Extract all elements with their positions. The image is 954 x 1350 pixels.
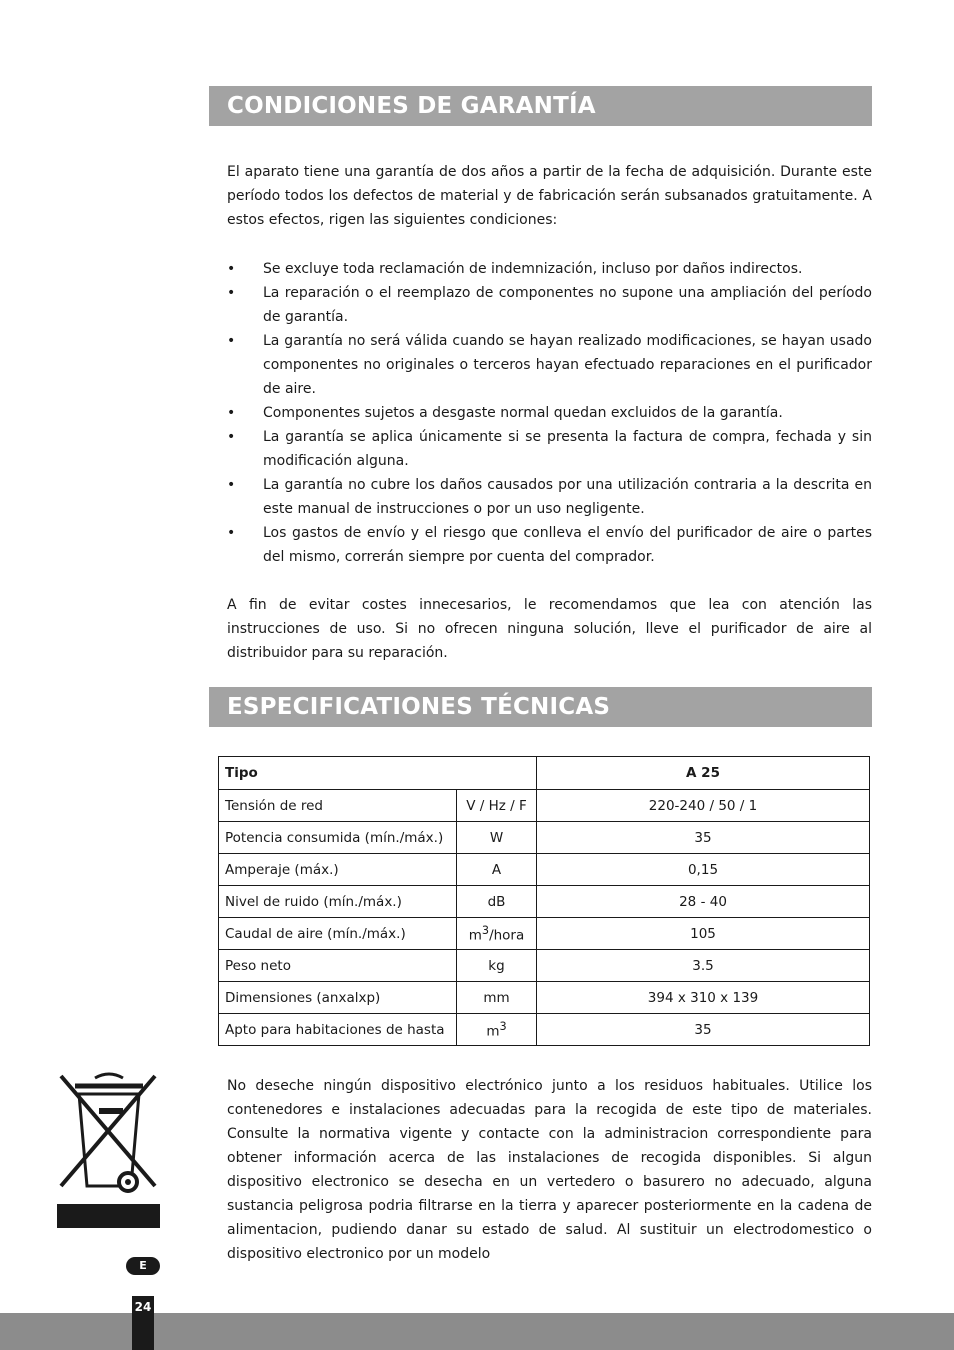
spec-value: 35 bbox=[537, 822, 870, 854]
unit-superscript: 3 bbox=[481, 923, 490, 937]
list-item: • La garantía se aplica únicamente si se presenta la factura de compra, fechada y sin modificación alguna. bbox=[227, 425, 872, 473]
warranty-intro: El aparato tiene una garantía de dos años a partir de la fecha de adquisición. Durante este período todos los defectos de material y de fabricación serán subsanados gratuitamente. A estos efectos, rigen las siguientes condiciones: bbox=[227, 164, 872, 228]
spec-unit: mm bbox=[457, 982, 537, 1014]
spec-unit: W bbox=[457, 822, 537, 854]
unit-base: m bbox=[468, 927, 482, 944]
crossed-out-wheelie-bin-icon bbox=[57, 1068, 160, 1230]
table-row bbox=[219, 918, 870, 950]
table-row bbox=[219, 982, 870, 1014]
spec-label: Caudal de aire (mín./máx.) bbox=[219, 918, 457, 950]
spec-header-value: A 25 bbox=[537, 757, 870, 790]
unit-tail: /hora bbox=[489, 927, 525, 944]
list-item: • La reparación o el reemplazo de componentes no supone una ampliación del período de garantía. bbox=[227, 281, 872, 329]
spec-label: Apto para habitaciones de hasta bbox=[219, 1014, 457, 1046]
unit-base: m bbox=[486, 1023, 500, 1040]
language-badge: E bbox=[126, 1257, 160, 1275]
spec-unit: V / Hz / F bbox=[457, 790, 537, 822]
spec-unit: dB bbox=[457, 886, 537, 918]
spec-unit: A bbox=[457, 854, 537, 886]
specs-title: ESPECIFICATIONES TÉCNICAS bbox=[209, 687, 872, 727]
spec-label: Dimensiones (anxalxp) bbox=[219, 982, 457, 1014]
table-row bbox=[219, 1014, 870, 1046]
list-item: • La garantía no cubre los daños causados por una utilización contraria a la descrita en este manual de instrucciones o por un uso negligente. bbox=[227, 473, 872, 521]
spec-value: 105 bbox=[537, 918, 870, 950]
page-number: 24 bbox=[132, 1296, 154, 1350]
table-row bbox=[219, 790, 870, 822]
spec-value: 28 - 40 bbox=[537, 886, 870, 918]
spec-label: Amperaje (máx.) bbox=[219, 854, 457, 886]
disposal-text: No deseche ningún dispositivo electrónico junto a los residuos habituales. Utilice los contenedores e instalaciones adecuadas para la recogida de este tipo de materiales. Consulte la normativa vigente y contacte con la administracion correspondiente para obtener información acerca de las instalaciones de recogida disponibles. Si algun dispositivo electronico se desecha en un vertedero o basurero no adecuado, alguna sustancia peligrosa podria filtrarse en la tierra y aparecer posteriormente en la cadena de alimentacion, pudiendo danar su estado de salud. Al sustituir un electrodomestico o dispositivo electronico por un modelo bbox=[227, 1078, 872, 1262]
list-item: • Componentes sujetos a desgaste normal quedan excluidos de la garantía. bbox=[227, 401, 872, 425]
spec-value: 35 bbox=[537, 1014, 870, 1046]
list-item: • Los gastos de envío y el riesgo que conlleva el envío del purificador de aire o partes del mismo, correrán siempre por cuenta del comprador. bbox=[227, 521, 872, 569]
table-row bbox=[219, 854, 870, 886]
spec-label: Tensión de red bbox=[219, 790, 457, 822]
warranty-title: CONDICIONES DE GARANTÍA bbox=[209, 86, 872, 126]
spec-label: Potencia consumida (mín./máx.) bbox=[219, 822, 457, 854]
spec-value: 0,15 bbox=[537, 854, 870, 886]
warranty-conditions-list bbox=[227, 257, 872, 569]
spec-value: 220-240 / 50 / 1 bbox=[537, 790, 870, 822]
list-item: • La garantía no será válida cuando se hayan realizado modificaciones, se hayan usado componentes no originales o terceros hayan efectuado reparaciones en el purificador de aire. bbox=[227, 329, 872, 401]
spec-unit bbox=[457, 1014, 537, 1046]
spec-label: Peso neto bbox=[219, 950, 457, 982]
spec-label: Nivel de ruido (mín./máx.) bbox=[219, 886, 457, 918]
table-row bbox=[219, 950, 870, 982]
table-row bbox=[219, 822, 870, 854]
list-item: • Se excluye toda reclamación de indemnización, incluso por daños indirectos. bbox=[227, 257, 872, 281]
spec-value: 394 x 310 x 139 bbox=[537, 982, 870, 1014]
spec-unit: kg bbox=[457, 950, 537, 982]
warranty-closing: A fin de evitar costes innecesarios, le recomendamos que lea con atención las instrucciones de uso. Si no ofrecen ninguna solución, lleve el purificador de aire al distribuidor para su reparación. bbox=[227, 597, 872, 661]
spec-header-label: Tipo bbox=[219, 757, 537, 790]
spec-value: 3.5 bbox=[537, 950, 870, 982]
spec-unit bbox=[457, 918, 537, 950]
table-row bbox=[219, 886, 870, 918]
specs-table bbox=[218, 756, 870, 1046]
unit-superscript: 3 bbox=[499, 1019, 507, 1033]
table-row bbox=[219, 757, 870, 790]
